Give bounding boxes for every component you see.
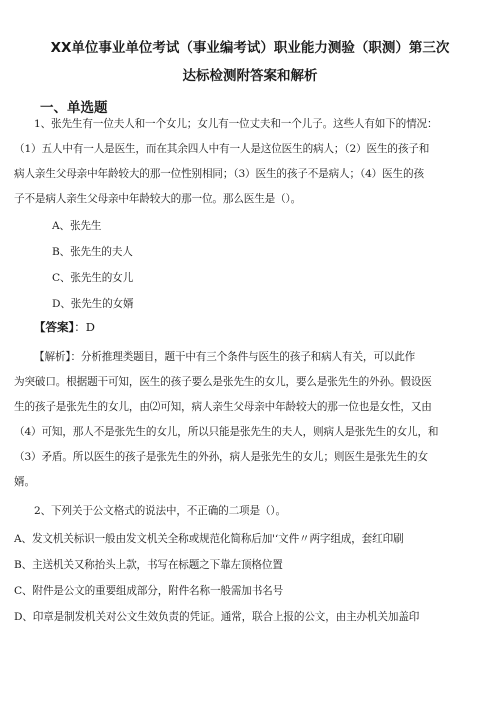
q1-analysis-line: 生的孩子是张先生的女儿，由⑵可知，病人亲生父母亲中年龄较大的那一位也是女性，又由	[14, 401, 432, 413]
q2-option-a: A、发文机关标识一般由发文机关全称或规范化简称后加'‘文件〃两字组成，套红印刷	[14, 533, 404, 545]
q2-option-c: C、附件是公文的重要组成部分，附件名称一般需加书名号	[14, 585, 284, 597]
document-title-line-1: XX单位事业单位考试（事业编考试）职业能力测验（职测）第三次	[50, 40, 450, 56]
answer-value: ：D	[74, 320, 95, 334]
q1-option-d: D、张先生的女婿	[52, 298, 134, 310]
q1-stem-line: 子不是病人亲生父母亲中年龄较大的那一位。那么医生是（）。	[14, 193, 302, 205]
q1-option-a: A、张先生	[52, 220, 102, 232]
q1-stem-line: （1）五人中有一人是医生，而在其余四人中有一人是这位医生的病人；（2）医生的孩子和	[14, 143, 430, 155]
q1-analysis-line: （3）矛盾。所以医生的孩子是张先生的外孙，病人是张先生的女儿；则医生是张先生的女	[14, 451, 428, 463]
q1-option-c: C、张先生的女儿	[52, 272, 134, 284]
q2-stem: 2、下列关于公文格式的说法中，不正确的二项是（）。	[34, 505, 286, 517]
q1-analysis-line: （4）可知，那人不是张先生的女儿，所以只能是张先生的夫人，则病人是张先生的女儿，和	[14, 426, 439, 438]
document-title-line-2: 达标检测附答案和解析	[182, 68, 318, 84]
section-heading: 一、单选题	[40, 100, 108, 116]
q2-option-d: D、印章是制发机关对公文生效负责的凭证。通常，联合上报的公文，由主办机关加盖印	[14, 611, 420, 623]
q1-analysis-line: 【解析】：分析推理类题目，题干中有三个条件与医生的孩子和病人有关，可以此作	[34, 351, 416, 363]
answer-label: 【答案】	[34, 320, 75, 334]
q2-option-b: B、主送机关又称抬头上款，书写在标题之下靠左顶格位置	[14, 559, 283, 571]
q1-answer	[34, 319, 95, 335]
q1-stem-line: 病人亲生父母亲中年龄较大的那一位性别相同；（3）医生的孩子不是病人；（4）医生的孩	[14, 168, 424, 180]
q1-stem-line: 1、张先生有一位夫人和一个女儿；女儿有一位丈夫和一个儿子。这些人有如下的情况：	[34, 118, 438, 130]
q1-option-b: B、张先生的夫人	[52, 246, 133, 258]
q1-analysis-line: 为突破口。根据题干可知，医生的孩子要么是张先生的女儿，要么是张先生的外孙。假设医	[14, 376, 432, 388]
q1-analysis-line: 婿。	[14, 476, 35, 488]
